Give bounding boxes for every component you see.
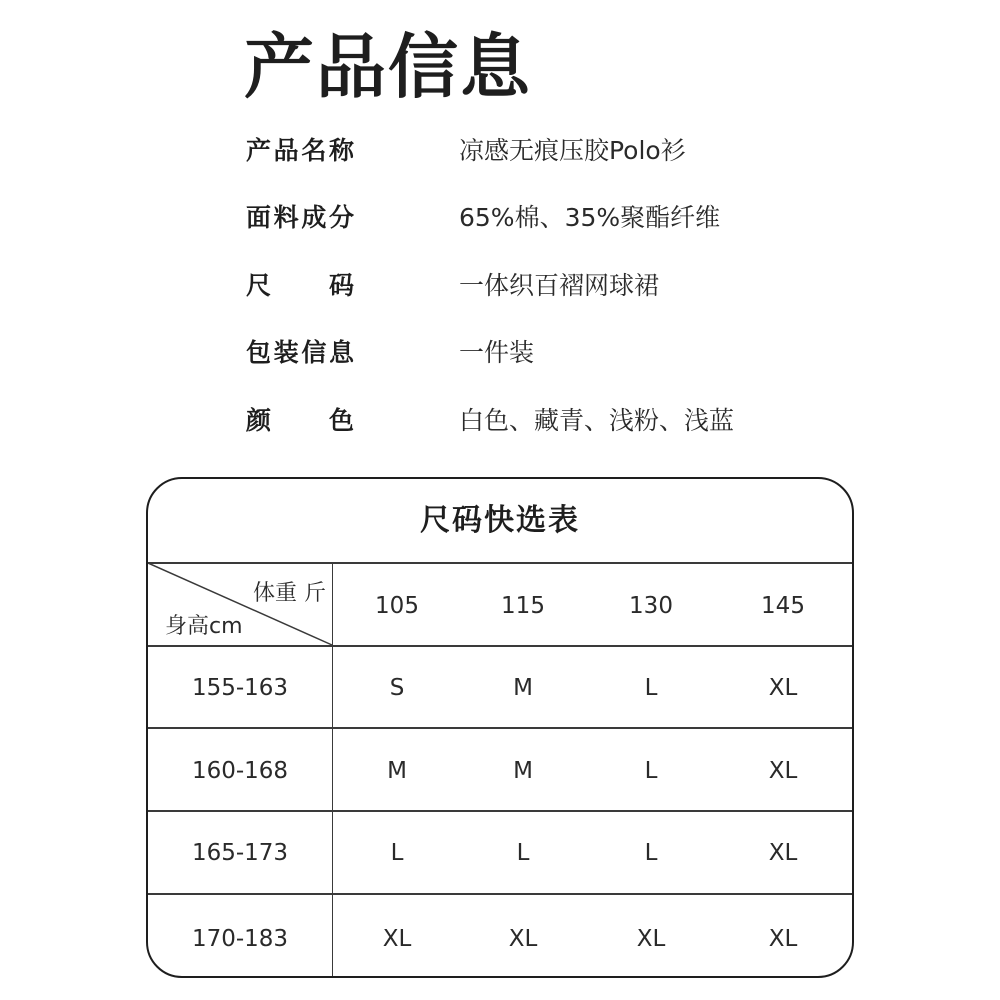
size-cell: XL [382, 926, 412, 952]
height-axis-label: 身高cm [165, 614, 243, 639]
row-divider [148, 893, 852, 895]
page-title: 产品信息 [244, 26, 532, 108]
weight-header: 130 [629, 593, 673, 619]
size-cell: XL [636, 926, 666, 952]
size-cell: L [644, 840, 658, 866]
size-chart-card [146, 477, 854, 978]
size-cell: XL [768, 926, 798, 952]
size-cell: L [644, 758, 658, 784]
height-cell: 160-168 [191, 758, 289, 784]
info-value: 凉感无痕压胶Polo衫 [459, 136, 686, 165]
info-label: 颜色 [246, 406, 354, 435]
weight-header: 145 [761, 593, 805, 619]
size-cell: XL [768, 758, 798, 784]
size-cell: XL [768, 675, 798, 701]
info-label: 包装信息 [246, 338, 354, 367]
row-divider [148, 727, 852, 729]
info-row-fabric [246, 198, 866, 238]
size-cell: L [516, 840, 530, 866]
info-value: 一体织百褶网球裙 [459, 271, 660, 300]
info-value: 白色、藏青、浅粉、浅蓝 [459, 406, 735, 435]
weight-axis-label: 体重 斤 [253, 581, 326, 606]
size-cell: L [644, 675, 658, 701]
size-cell: M [513, 675, 533, 701]
size-cell: XL [508, 926, 538, 952]
size-cell: XL [768, 840, 798, 866]
height-cell: 170-183 [191, 926, 289, 952]
size-cell: S [389, 675, 405, 701]
weight-header: 115 [501, 593, 545, 619]
row-divider [148, 810, 852, 812]
info-row-product-name [246, 131, 866, 171]
size-cell: M [513, 758, 533, 784]
height-cell: 155-163 [191, 675, 289, 701]
weight-header: 105 [375, 593, 419, 619]
info-label: 尺码 [246, 271, 354, 300]
info-label: 产品名称 [246, 136, 354, 165]
size-cell: L [390, 840, 404, 866]
info-value: 一件装 [459, 338, 535, 367]
height-cell: 165-173 [191, 840, 289, 866]
info-row-color [246, 401, 866, 441]
info-label: 面料成分 [246, 203, 354, 232]
info-row-size [246, 266, 866, 306]
size-chart-title: 尺码快选表 [420, 503, 580, 538]
size-cell: M [387, 758, 407, 784]
info-value: 65%棉、35%聚酯纤维 [459, 203, 721, 232]
info-row-packaging [246, 333, 866, 373]
